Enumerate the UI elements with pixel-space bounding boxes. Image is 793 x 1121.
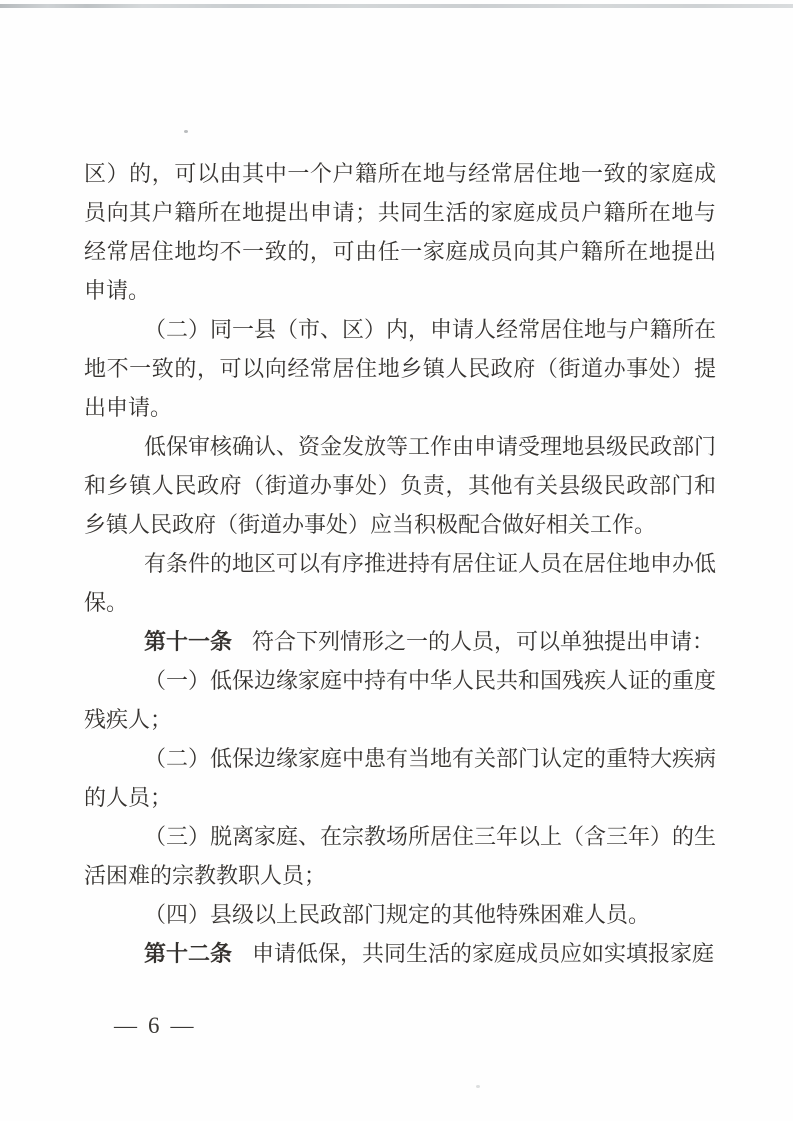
paragraph	[84, 544, 716, 622]
paragraph-text: 区）的，可以由其中一个户籍所在地与经常居住地一致的家庭成员向其户籍所在地提出申请；共同生活的家庭成员户籍所在地与经常居住地均不一致的，可由任一家庭成员向其户籍所在地提出申请。	[84, 161, 716, 303]
paragraph	[84, 739, 716, 817]
paragraph	[84, 427, 716, 544]
paragraph-text: （二）低保边缘家庭中患有当地有关部门认定的重特大疾病的人员；	[84, 746, 717, 810]
scan-speck	[476, 1085, 480, 1088]
paragraph-text: 符合下列情形之一的人员，可以单独提出申请：	[252, 629, 715, 654]
page-number-dash-left: —	[114, 1013, 137, 1038]
page-number	[114, 1011, 194, 1041]
paragraph-text: （二）同一县（市、区）内，申请人经常居住地与户籍所在地不一致的，可以向经常居住地乡镇人民政府（街道办事处）提出申请。	[84, 317, 717, 420]
page-number-dash-right: —	[170, 1013, 194, 1038]
paragraph-text: （四）县级以上民政部门规定的其他特殊困难人员。	[144, 902, 651, 927]
article-paragraph	[84, 622, 716, 661]
page-number-value: 6	[148, 1013, 160, 1038]
scan-speck	[184, 130, 188, 133]
paragraph-text: 有条件的地区可以有序推进持有居住证人员在居住地申办低保。	[84, 551, 717, 615]
paragraph-text: （一）低保边缘家庭中持有中华人民共和国残疾人证的重度残疾人；	[84, 668, 717, 732]
article-paragraph	[84, 934, 716, 973]
paragraph-text: （三）脱离家庭、在宗教场所居住三年以上（含三年）的生活困难的宗教教职人员；	[84, 824, 717, 888]
paragraph	[84, 895, 716, 934]
article-number: 第十二条	[144, 941, 233, 966]
paragraph-text: 低保审核确认、资金发放等工作由申请受理地县级民政部门和乡镇人民政府（街道办事处）负责，其他有关县级民政部门和乡镇人民政府（街道办事处）应当积极配合做好相关工作。	[84, 434, 717, 537]
paragraph-text: 申请低保，共同生活的家庭成员应如实填报家庭	[252, 941, 715, 966]
paragraph	[84, 310, 716, 427]
paragraph	[84, 817, 716, 895]
scan-artifact-top-edge	[0, 4, 793, 8]
document-body	[84, 154, 716, 973]
article-number: 第十一条	[144, 629, 233, 654]
paragraph	[84, 154, 716, 310]
paragraph	[84, 661, 716, 739]
